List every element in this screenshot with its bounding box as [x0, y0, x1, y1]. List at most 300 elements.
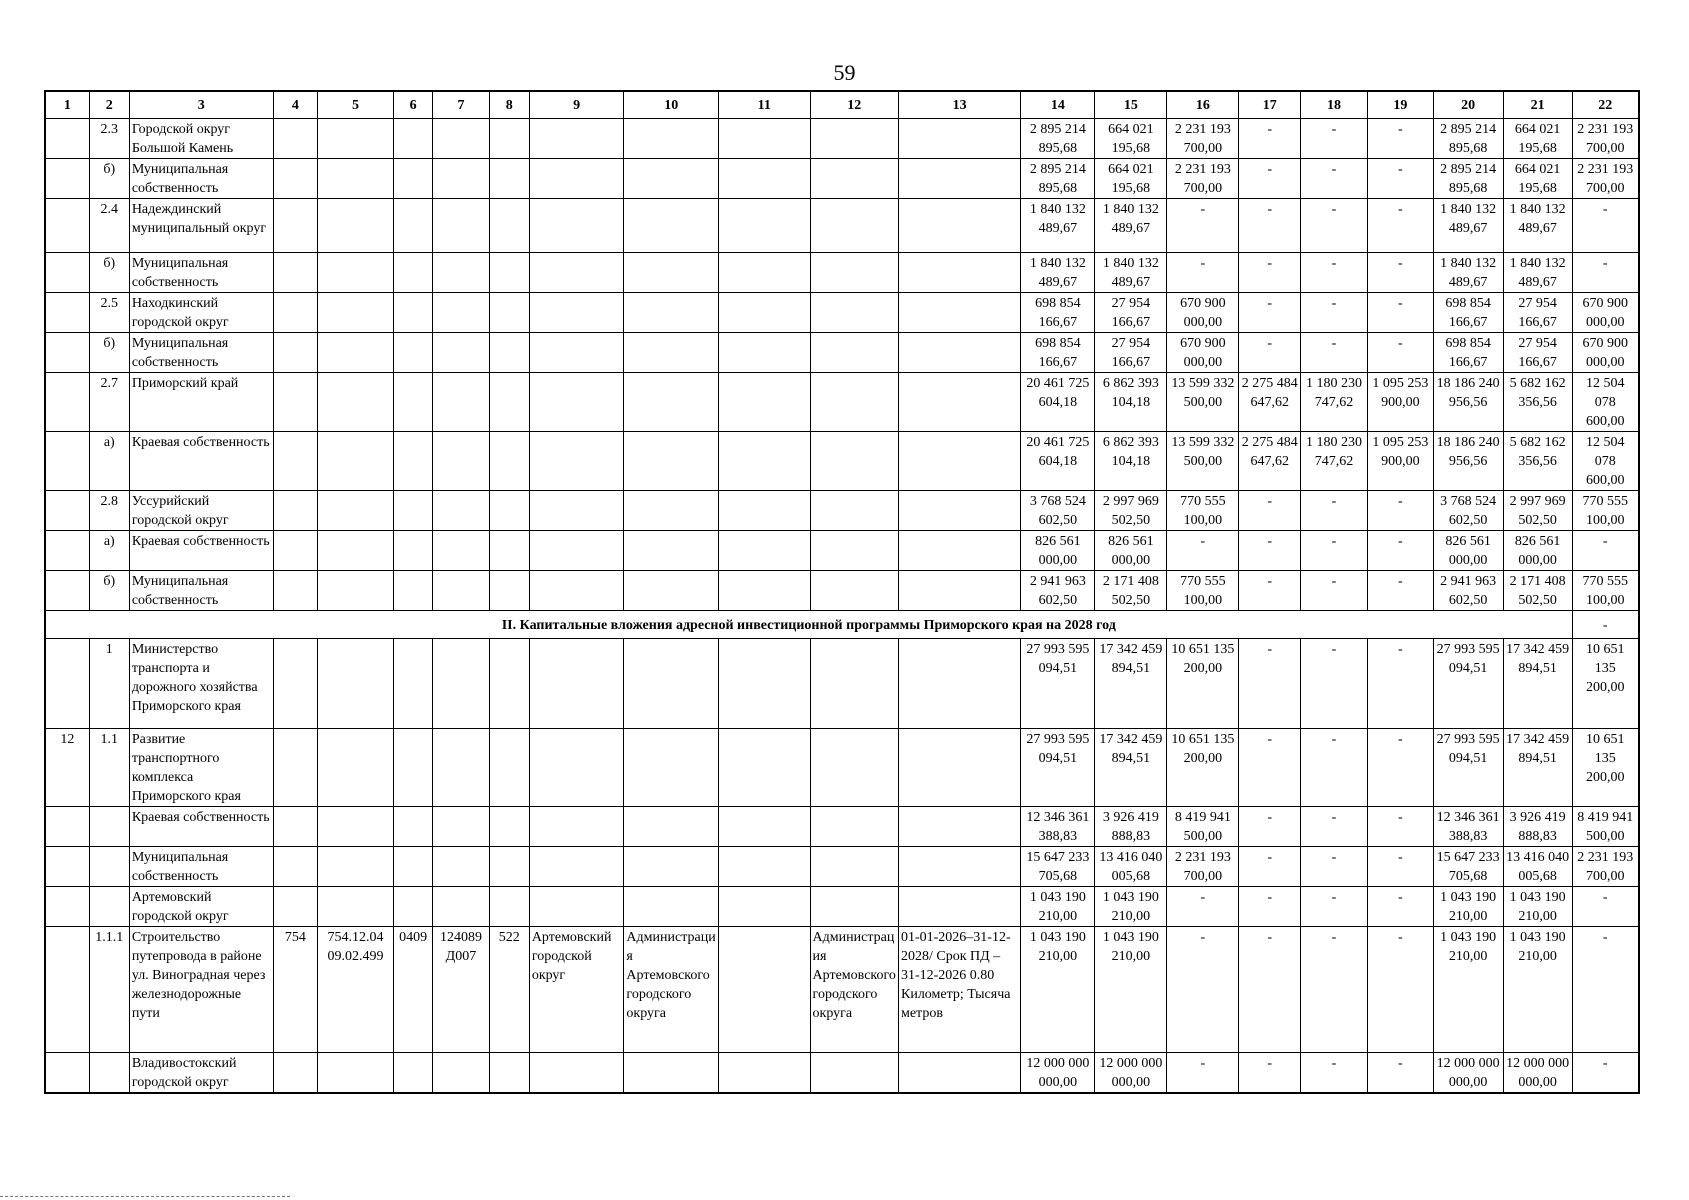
cell-col-10 [624, 373, 719, 432]
cell-col-10 [624, 491, 719, 531]
cell-col-9: Артемовский городской округ [529, 927, 624, 1053]
cell-col-21: 664 021 195,68 [1503, 119, 1572, 159]
cell-col-9 [529, 531, 624, 571]
column-header-17: 17 [1239, 91, 1301, 119]
cell-col-3: Муниципальная собственность [129, 253, 273, 293]
cell-col-3: Строительство путепровода в районе ул. Виноградная через железнодорожные пути [129, 927, 273, 1053]
cell-col-16: 2 231 193 700,00 [1167, 847, 1239, 887]
cell-col-5 [318, 491, 394, 531]
cell-col-22: 10 651 135 200,00 [1572, 639, 1639, 729]
table-row [45, 1053, 1639, 1094]
column-header-22: 22 [1572, 91, 1639, 119]
cell-col-18: - [1301, 531, 1368, 571]
column-header-4: 4 [273, 91, 317, 119]
table-row [45, 807, 1639, 847]
cell-col-9 [529, 119, 624, 159]
cell-col-14: 2 895 214 895,68 [1021, 119, 1095, 159]
cell-col-3: Министерство транспорта и дорожного хозяйства Приморского края [129, 639, 273, 729]
cell-col-6 [394, 807, 433, 847]
cell-col-17: - [1239, 847, 1301, 887]
cell-col-4 [273, 491, 317, 531]
cell-col-9 [529, 1053, 624, 1094]
cell-col-16: - [1167, 199, 1239, 253]
cell-col-4 [273, 119, 317, 159]
cell-col-14: 27 993 595 094,51 [1021, 729, 1095, 807]
cell-col-15: 2 997 969 502,50 [1095, 491, 1167, 531]
cell-col-17: - [1239, 927, 1301, 1053]
cell-col-1 [45, 887, 89, 927]
cell-col-8 [489, 253, 529, 293]
cell-col-10 [624, 887, 719, 927]
cell-col-16: 2 231 193 700,00 [1167, 159, 1239, 199]
cell-col-15: 13 416 040 005,68 [1095, 847, 1167, 887]
cell-col-5 [318, 119, 394, 159]
cell-col-17: - [1239, 729, 1301, 807]
cell-col-2: б) [89, 159, 129, 199]
cell-col-6 [394, 373, 433, 432]
cell-col-16: - [1167, 253, 1239, 293]
cell-col-8 [489, 847, 529, 887]
cell-col-8 [489, 1053, 529, 1094]
table-row [45, 927, 1639, 1053]
cell-col-11 [719, 729, 811, 807]
cell-col-1 [45, 847, 89, 887]
cell-col-11 [719, 847, 811, 887]
cell-col-9 [529, 293, 624, 333]
column-header-19: 19 [1367, 91, 1433, 119]
cell-col-14: 1 840 132 489,67 [1021, 199, 1095, 253]
cell-col-5 [318, 1053, 394, 1094]
cell-col-13 [898, 807, 1020, 847]
cell-col-14: 2 941 963 602,50 [1021, 571, 1095, 611]
cell-col-12 [810, 373, 898, 432]
cell-col-17: - [1239, 571, 1301, 611]
cell-col-19: - [1367, 639, 1433, 729]
cell-col-4 [273, 639, 317, 729]
column-header-15: 15 [1095, 91, 1167, 119]
cell-col-21: 12 000 000 000,00 [1503, 1053, 1572, 1094]
cell-col-13 [898, 887, 1020, 927]
cell-col-18: - [1301, 887, 1368, 927]
cell-col-20: 1 043 190 210,00 [1433, 927, 1503, 1053]
cell-col-5 [318, 847, 394, 887]
cell-col-4 [273, 159, 317, 199]
cell-col-21: 1 840 132 489,67 [1503, 253, 1572, 293]
cell-col-2: 2.8 [89, 491, 129, 531]
column-header-20: 20 [1433, 91, 1503, 119]
table-row [45, 639, 1639, 729]
cell-col-9 [529, 847, 624, 887]
cell-col-19: - [1367, 491, 1433, 531]
cell-col-3: Муниципальная собственность [129, 333, 273, 373]
cell-col-8 [489, 333, 529, 373]
cell-col-15: 1 840 132 489,67 [1095, 253, 1167, 293]
cell-col-2 [89, 887, 129, 927]
table-row [45, 159, 1639, 199]
cell-col-20: 15 647 233 705,68 [1433, 847, 1503, 887]
cell-col-1 [45, 432, 89, 491]
cell-col-7 [433, 807, 490, 847]
cell-col-6 [394, 159, 433, 199]
cell-col-12 [810, 887, 898, 927]
cell-col-1 [45, 199, 89, 253]
cell-col-22: 670 900 000,00 [1572, 293, 1639, 333]
cell-col-20: 3 768 524 602,50 [1433, 491, 1503, 531]
cell-col-9 [529, 199, 624, 253]
cell-col-17: - [1239, 199, 1301, 253]
cell-col-17: - [1239, 531, 1301, 571]
cell-col-2: 2.4 [89, 199, 129, 253]
cell-col-6 [394, 333, 433, 373]
cell-col-13 [898, 119, 1020, 159]
cell-col-6 [394, 847, 433, 887]
cell-col-7 [433, 333, 490, 373]
cell-col-15: 1 043 190 210,00 [1095, 927, 1167, 1053]
cell-col-17: 2 275 484 647,62 [1239, 432, 1301, 491]
cell-col-16: 13 599 332 500,00 [1167, 373, 1239, 432]
cell-col-11 [719, 119, 811, 159]
cell-col-14: 15 647 233 705,68 [1021, 847, 1095, 887]
table-row [45, 887, 1639, 927]
cell-col-15: 12 000 000 000,00 [1095, 1053, 1167, 1094]
cell-col-4 [273, 531, 317, 571]
cell-col-3: Краевая собственность [129, 432, 273, 491]
cell-col-22: 10 651 135 200,00 [1572, 729, 1639, 807]
cell-col-22: 2 231 193 700,00 [1572, 119, 1639, 159]
cell-col-4 [273, 373, 317, 432]
column-header-1: 1 [45, 91, 89, 119]
cell-col-1 [45, 531, 89, 571]
cell-col-17: - [1239, 1053, 1301, 1094]
cell-col-18: - [1301, 119, 1368, 159]
cell-col-12 [810, 729, 898, 807]
cell-col-21: 2 997 969 502,50 [1503, 491, 1572, 531]
cell-col-13 [898, 531, 1020, 571]
cell-col-2: б) [89, 333, 129, 373]
cell-col-20: 698 854 166,67 [1433, 293, 1503, 333]
cell-col-20: 2 941 963 602,50 [1433, 571, 1503, 611]
cell-col-4 [273, 293, 317, 333]
cell-col-18: 1 180 230 747,62 [1301, 432, 1368, 491]
column-header-5: 5 [318, 91, 394, 119]
cell-col-18: - [1301, 293, 1368, 333]
cell-col-15: 826 561 000,00 [1095, 531, 1167, 571]
cell-col-13 [898, 373, 1020, 432]
table-row [45, 293, 1639, 333]
cell-col-7 [433, 729, 490, 807]
cell-col-20: 826 561 000,00 [1433, 531, 1503, 571]
cell-col-9 [529, 491, 624, 531]
cell-col-10 [624, 847, 719, 887]
cell-col-2: б) [89, 253, 129, 293]
cell-col-7 [433, 293, 490, 333]
cell-col-20: 27 993 595 094,51 [1433, 639, 1503, 729]
cell-col-13 [898, 729, 1020, 807]
cell-col-12 [810, 333, 898, 373]
cell-col-12 [810, 571, 898, 611]
cell-col-20: 1 840 132 489,67 [1433, 253, 1503, 293]
table-body [45, 91, 1639, 1093]
column-header-2: 2 [89, 91, 129, 119]
column-header-14: 14 [1021, 91, 1095, 119]
cell-col-1 [45, 159, 89, 199]
cell-col-17: 2 275 484 647,62 [1239, 373, 1301, 432]
cell-col-9 [529, 807, 624, 847]
cell-col-10 [624, 199, 719, 253]
cell-col-11 [719, 639, 811, 729]
cell-col-17: - [1239, 887, 1301, 927]
cell-col-13 [898, 159, 1020, 199]
cell-col-8 [489, 199, 529, 253]
table-row [45, 847, 1639, 887]
cell-col-17: - [1239, 639, 1301, 729]
cell-col-9 [529, 571, 624, 611]
cell-col-15: 1 043 190 210,00 [1095, 887, 1167, 927]
cell-col-11 [719, 159, 811, 199]
cell-col-20: 698 854 166,67 [1433, 333, 1503, 373]
cell-col-5 [318, 199, 394, 253]
cell-col-3: Надеждинский муниципальный округ [129, 199, 273, 253]
cell-col-14: 20 461 725 604,18 [1021, 432, 1095, 491]
cell-col-18: - [1301, 333, 1368, 373]
cell-col-12 [810, 119, 898, 159]
cell-col-22: 770 555 100,00 [1572, 491, 1639, 531]
cell-col-19: - [1367, 1053, 1433, 1094]
cell-col-7 [433, 253, 490, 293]
cell-col-21: 27 954 166,67 [1503, 333, 1572, 373]
table-row [45, 373, 1639, 432]
cell-col-12: Администрация Артемовского городского округа [810, 927, 898, 1053]
cell-col-10 [624, 531, 719, 571]
cell-col-6 [394, 639, 433, 729]
cell-col-5 [318, 807, 394, 847]
cell-col-22: 770 555 100,00 [1572, 571, 1639, 611]
cell-col-10 [624, 253, 719, 293]
cell-col-4 [273, 1053, 317, 1094]
cell-col-1 [45, 373, 89, 432]
cell-col-16: 8 419 941 500,00 [1167, 807, 1239, 847]
cell-col-3: Находкинский городской округ [129, 293, 273, 333]
cell-col-22: - [1572, 531, 1639, 571]
cell-col-19: - [1367, 847, 1433, 887]
cell-col-10 [624, 1053, 719, 1094]
cell-col-6 [394, 571, 433, 611]
cell-col-8 [489, 887, 529, 927]
cell-col-10 [624, 571, 719, 611]
cell-col-20: 18 186 240 956,56 [1433, 373, 1503, 432]
cell-col-4 [273, 847, 317, 887]
cell-col-14: 698 854 166,67 [1021, 293, 1095, 333]
cell-col-19: - [1367, 253, 1433, 293]
cell-col-4 [273, 729, 317, 807]
cell-col-1 [45, 253, 89, 293]
cell-col-6 [394, 119, 433, 159]
cell-col-13 [898, 253, 1020, 293]
table-row [45, 571, 1639, 611]
cell-col-13 [898, 571, 1020, 611]
cell-col-4 [273, 333, 317, 373]
cell-col-3: Краевая собственность [129, 531, 273, 571]
column-header-9: 9 [529, 91, 624, 119]
cell-col-18: - [1301, 639, 1368, 729]
cell-col-14: 1 043 190 210,00 [1021, 927, 1095, 1053]
cell-col-2: 2.5 [89, 293, 129, 333]
cell-col-5 [318, 293, 394, 333]
cell-col-18: - [1301, 729, 1368, 807]
cell-col-22: 12 504 078 600,00 [1572, 432, 1639, 491]
table-row [45, 729, 1639, 807]
cell-col-14: 826 561 000,00 [1021, 531, 1095, 571]
cell-col-11 [719, 807, 811, 847]
cell-col-8 [489, 729, 529, 807]
cell-col-19: - [1367, 159, 1433, 199]
column-header-6: 6 [394, 91, 433, 119]
cell-col-21: 1 043 190 210,00 [1503, 887, 1572, 927]
cell-col-3: Уссурийский городской округ [129, 491, 273, 531]
cell-col-14: 3 768 524 602,50 [1021, 491, 1095, 531]
cell-col-2 [89, 1053, 129, 1094]
cell-col-14: 1 043 190 210,00 [1021, 887, 1095, 927]
cell-col-22: 670 900 000,00 [1572, 333, 1639, 373]
cell-col-21: 17 342 459 894,51 [1503, 639, 1572, 729]
cell-col-10 [624, 293, 719, 333]
cell-col-19: - [1367, 729, 1433, 807]
cell-col-18: 1 180 230 747,62 [1301, 373, 1368, 432]
cell-col-9 [529, 639, 624, 729]
cell-col-15: 17 342 459 894,51 [1095, 639, 1167, 729]
column-header-16: 16 [1167, 91, 1239, 119]
cell-col-8 [489, 159, 529, 199]
cell-col-15: 1 840 132 489,67 [1095, 199, 1167, 253]
cell-col-7 [433, 491, 490, 531]
cell-col-6 [394, 531, 433, 571]
cell-col-17: - [1239, 119, 1301, 159]
cell-col-5 [318, 373, 394, 432]
cell-col-16: - [1167, 1053, 1239, 1094]
cell-col-13 [898, 847, 1020, 887]
cell-col-16: 670 900 000,00 [1167, 333, 1239, 373]
cell-col-10: Администрация Артемовского городского округа [624, 927, 719, 1053]
cell-col-21: 2 171 408 502,50 [1503, 571, 1572, 611]
cell-col-16: 670 900 000,00 [1167, 293, 1239, 333]
cell-col-18: - [1301, 807, 1368, 847]
cell-col-10 [624, 159, 719, 199]
cell-col-2: 2.3 [89, 119, 129, 159]
cell-col-1 [45, 639, 89, 729]
cell-col-15: 27 954 166,67 [1095, 333, 1167, 373]
cell-col-21: 3 926 419 888,83 [1503, 807, 1572, 847]
cell-col-14: 698 854 166,67 [1021, 333, 1095, 373]
cell-col-22: 2 231 193 700,00 [1572, 159, 1639, 199]
cell-col-6 [394, 199, 433, 253]
cell-col-13: 01-01-2026–31-12-2028/ Срок ПД – 31-12-2026 0.80 Километр; Тысяча метров [898, 927, 1020, 1053]
table-row [45, 333, 1639, 373]
cell-col-11 [719, 531, 811, 571]
cell-col-7 [433, 199, 490, 253]
section-heading-row [45, 611, 1639, 639]
cell-col-18: - [1301, 199, 1368, 253]
budget-table [44, 90, 1640, 1094]
cell-col-19: 1 095 253 900,00 [1367, 373, 1433, 432]
cell-col-3: Краевая собственность [129, 807, 273, 847]
cell-col-7 [433, 1053, 490, 1094]
cell-col-2: 1.1 [89, 729, 129, 807]
cell-col-7 [433, 159, 490, 199]
cell-col-3: Муниципальная собственность [129, 571, 273, 611]
cell-col-4 [273, 571, 317, 611]
cell-col-19: 1 095 253 900,00 [1367, 432, 1433, 491]
cell-col-7 [433, 887, 490, 927]
cell-col-5: 754.12.04 09.02.499 [318, 927, 394, 1053]
cell-col-13 [898, 199, 1020, 253]
cell-col-7: 124089 Д007 [433, 927, 490, 1053]
cell-col-14: 12 000 000 000,00 [1021, 1053, 1095, 1094]
cell-col-17: - [1239, 491, 1301, 531]
cell-col-11 [719, 571, 811, 611]
cell-col-16: 10 651 135 200,00 [1167, 639, 1239, 729]
cell-col-17: - [1239, 159, 1301, 199]
cell-col-18: - [1301, 491, 1368, 531]
cell-col-10 [624, 333, 719, 373]
section-heading: II. Капитальные вложения адресной инвестиционной программы Приморского края на 2028 год [45, 611, 1572, 639]
column-header-8: 8 [489, 91, 529, 119]
cell-col-20: 27 993 595 094,51 [1433, 729, 1503, 807]
cell-col-20: 2 895 214 895,68 [1433, 119, 1503, 159]
cell-col-21: 17 342 459 894,51 [1503, 729, 1572, 807]
cell-col-7 [433, 639, 490, 729]
cell-col-9 [529, 432, 624, 491]
cell-col-22: - [1572, 887, 1639, 927]
cell-col-14: 27 993 595 094,51 [1021, 639, 1095, 729]
cell-col-13 [898, 1053, 1020, 1094]
cell-col-5 [318, 333, 394, 373]
page-number: 59 [833, 60, 856, 85]
column-header-11: 11 [719, 91, 811, 119]
column-header-3: 3 [129, 91, 273, 119]
cell-col-22: - [1572, 927, 1639, 1053]
cell-col-9 [529, 729, 624, 807]
cell-col-22: - [1572, 1053, 1639, 1094]
cell-col-4 [273, 253, 317, 293]
cell-col-11 [719, 199, 811, 253]
cell-col-8 [489, 432, 529, 491]
cell-col-16: 2 231 193 700,00 [1167, 119, 1239, 159]
cell-col-12 [810, 253, 898, 293]
cell-col-12 [810, 293, 898, 333]
cell-col-8 [489, 531, 529, 571]
cell-col-5 [318, 639, 394, 729]
cell-col-4 [273, 807, 317, 847]
cell-col-22: - [1572, 253, 1639, 293]
cell-col-2: 1 [89, 639, 129, 729]
cell-col-11 [719, 253, 811, 293]
cell-col-5 [318, 887, 394, 927]
cell-col-5 [318, 432, 394, 491]
cell-col-19: - [1367, 333, 1433, 373]
cell-col-2: 1.1.1 [89, 927, 129, 1053]
cell-col-7 [433, 571, 490, 611]
cell-col-5 [318, 729, 394, 807]
cell-col-6 [394, 253, 433, 293]
cell-col-11 [719, 887, 811, 927]
cell-col-17: - [1239, 293, 1301, 333]
column-header-18: 18 [1301, 91, 1368, 119]
table-row [45, 253, 1639, 293]
cell-col-4: 754 [273, 927, 317, 1053]
cell-col-2: 2.7 [89, 373, 129, 432]
cell-col-11 [719, 432, 811, 491]
cell-col-17: - [1239, 807, 1301, 847]
